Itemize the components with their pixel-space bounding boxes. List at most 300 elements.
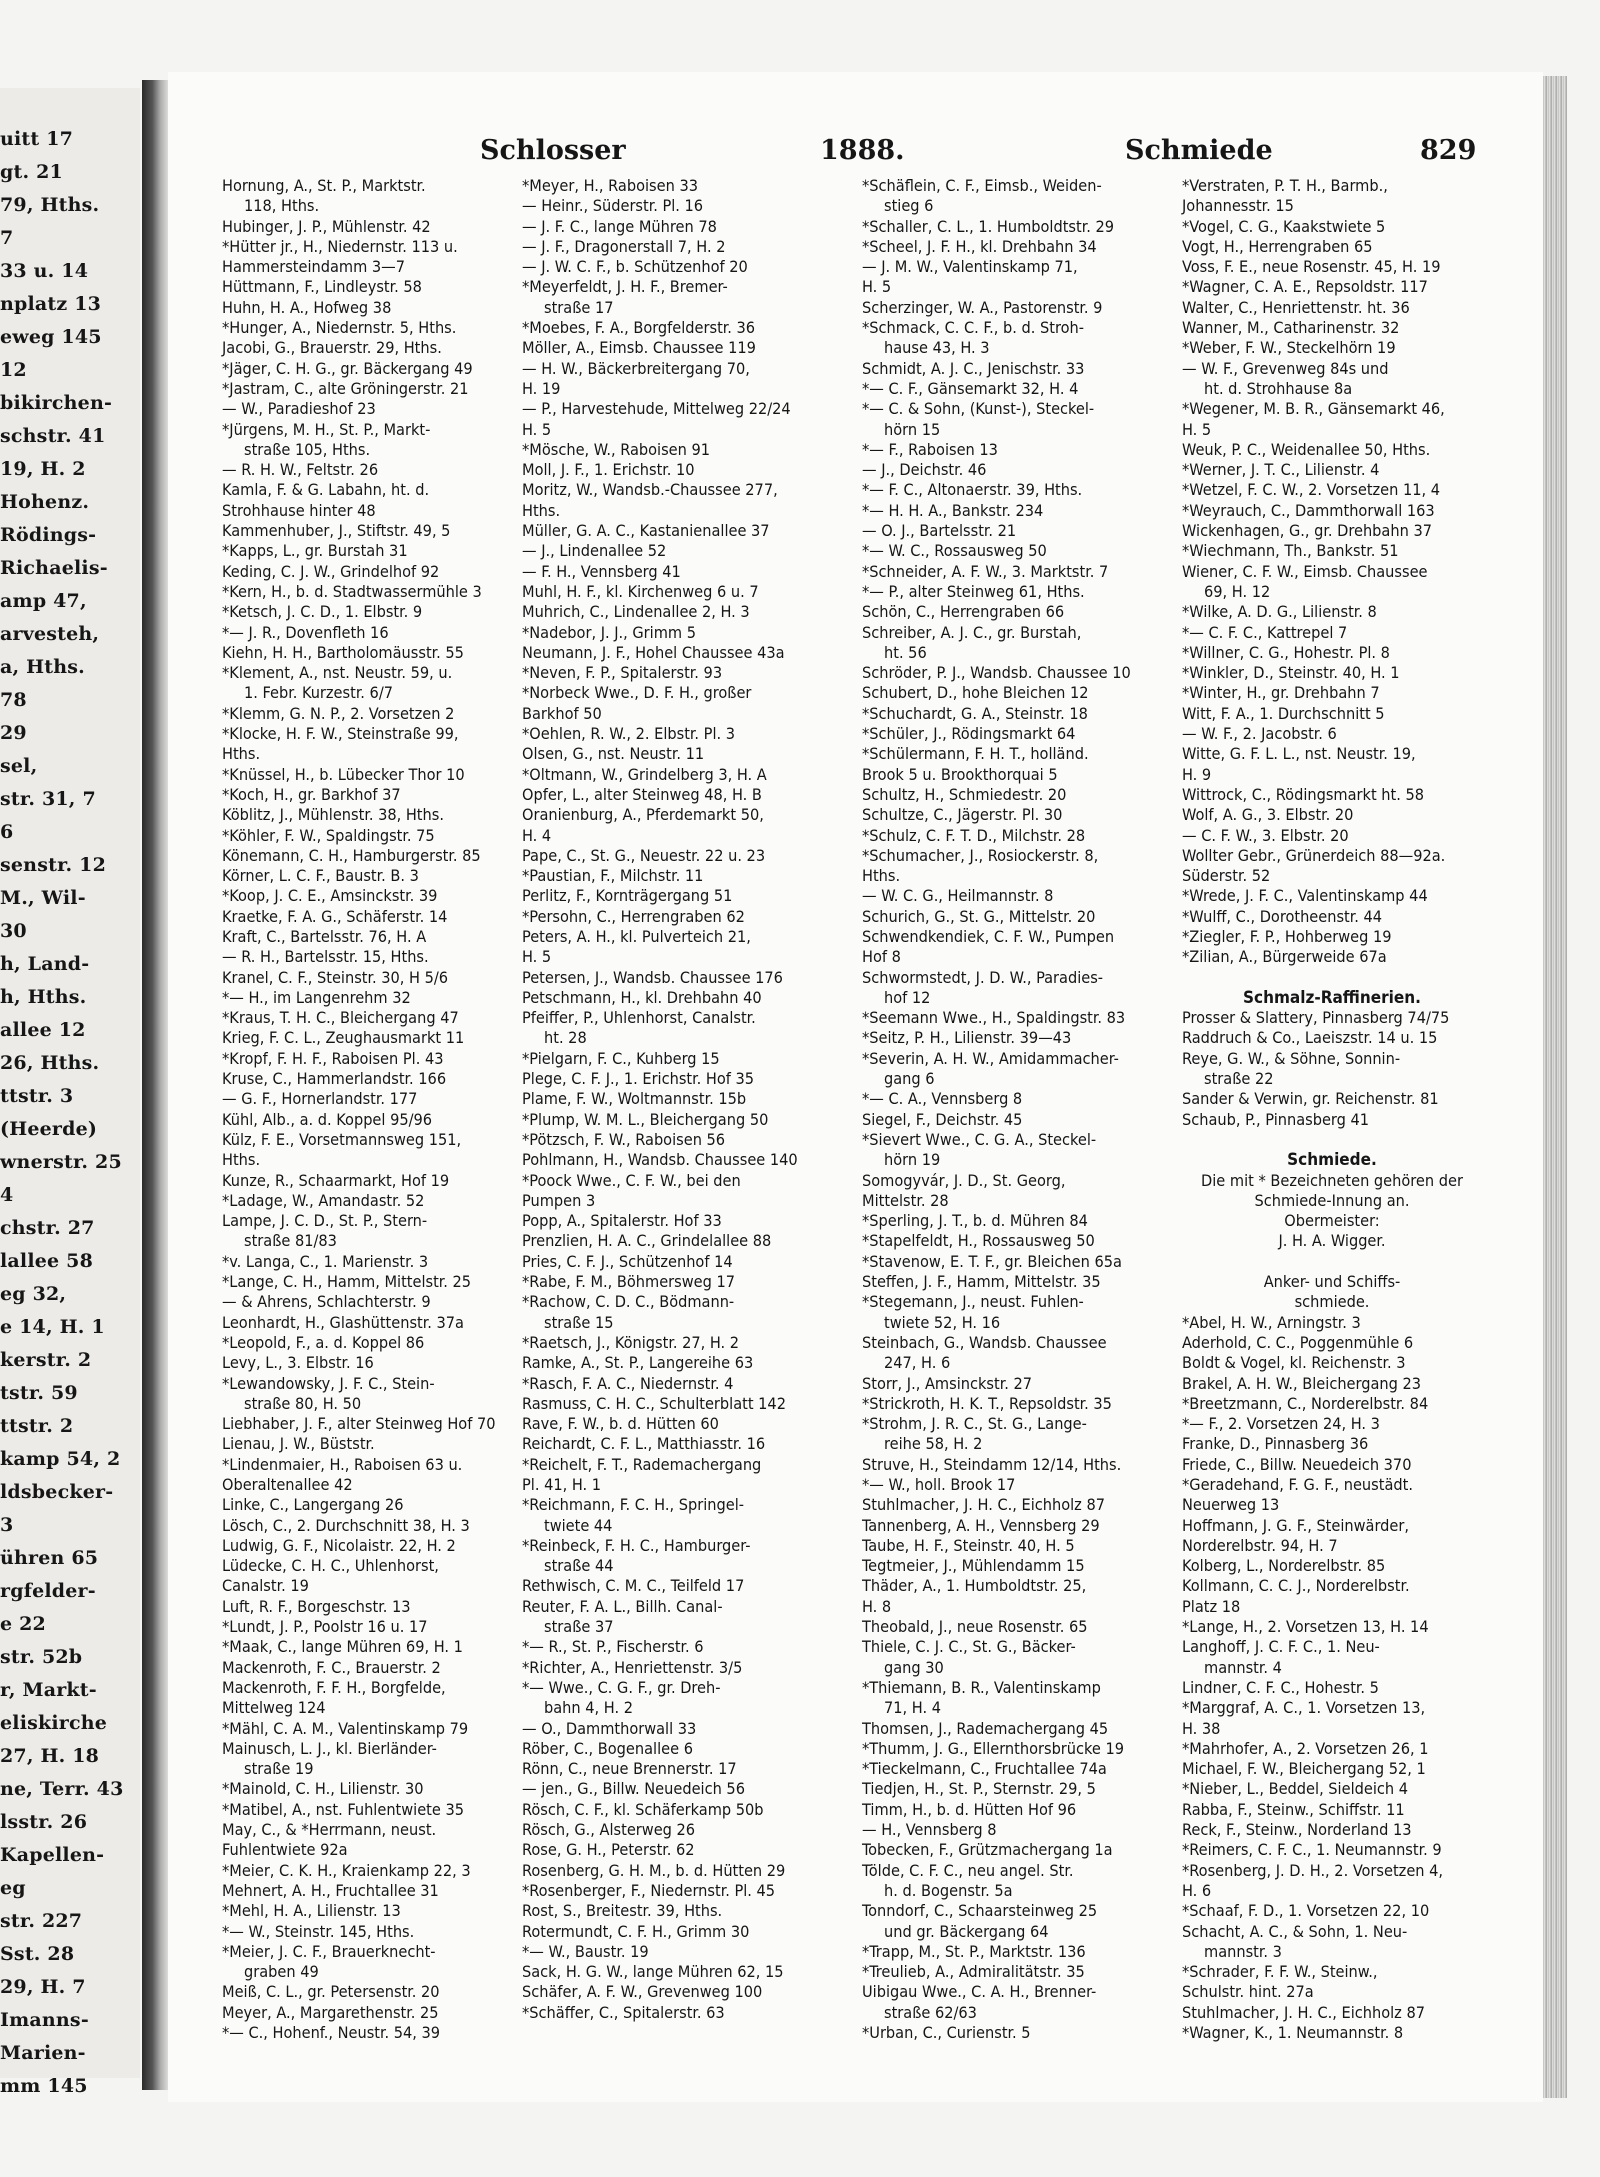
directory-entry: Lienau, J. W., Büststr. xyxy=(222,1434,375,1454)
directory-entry: *— W., Steinstr. 145, Hths. xyxy=(222,1921,415,1941)
directory-entry: — J. M. W., Valentinskamp 71, xyxy=(862,257,1078,277)
directory-entry: Theobald, J., neue Rosenstr. 65 xyxy=(862,1617,1088,1637)
directory-entry: Pfeiffer, P., Uhlenhorst, Canalstr. xyxy=(522,1008,756,1028)
directory-entry: *Schülermann, F. H. T., holländ. xyxy=(862,744,1089,764)
left-page-line: amp 47, xyxy=(0,590,87,612)
directory-entry: Rösch, G., Alsterweg 26 xyxy=(522,1820,696,1840)
left-page-line: h, Hths. xyxy=(0,986,87,1008)
book-gutter xyxy=(142,80,168,2090)
directory-entry: Kamla, F. & G. Labahn, ht. d. xyxy=(222,480,430,500)
directory-entry: Petersen, J., Wandsb. Chaussee 176 xyxy=(522,967,783,987)
directory-entry: Meyer, A., Margarethenstr. 25 xyxy=(222,2002,439,2022)
left-page-line: ttstr. 2 xyxy=(0,1415,74,1437)
directory-entry: Meiß, C. L., gr. Petersenstr. 20 xyxy=(222,1982,440,2002)
directory-entry: Wanner, M., Catharinenstr. 32 xyxy=(1182,318,1400,338)
directory-entry: Mittelstr. 28 xyxy=(862,1190,949,1210)
left-page-line: 19, H. 2 xyxy=(0,458,86,480)
directory-entry: *Rachow, C. D. C., Bödmann- xyxy=(522,1292,735,1312)
directory-entry: *Poock Wwe., C. F. W., bei den xyxy=(522,1170,741,1190)
directory-entry: Hammersteindamm 3—7 xyxy=(222,257,406,277)
directory-entry: *Winter, H., gr. Drehbahn 7 xyxy=(1182,683,1380,703)
directory-entry: *Pötzsch, F. W., Raboisen 56 xyxy=(522,1129,726,1149)
directory-entry: Reck, F., Steinw., Norderland 13 xyxy=(1182,1820,1412,1840)
directory-entry: *Norbeck Wwe., D. F. H., großer xyxy=(522,683,752,703)
directory-entry: Fuhlentwiete 92a xyxy=(222,1840,348,1860)
directory-entry: H. 5 xyxy=(522,419,552,439)
directory-entry: Lindner, C. F. C., Hohestr. 5 xyxy=(1182,1677,1379,1697)
directory-entry: Brook 5 u. Brookthorquai 5 xyxy=(862,764,1058,784)
directory-entry: *Klocke, H. F. W., Steinstraße 99, xyxy=(222,724,459,744)
directory-entry: *Geradehand, F. G. F., neustädt. xyxy=(1182,1475,1413,1494)
directory-entry: *Reinbeck, F. H. C., Hamburger- xyxy=(522,1535,751,1555)
directory-entry: *— C. & Sohn, (Kunst-), Steckel- xyxy=(862,399,1095,419)
page-edge xyxy=(1543,76,1567,2098)
directory-entry: Tölde, C. F. C., neu angel. Str. xyxy=(862,1860,1074,1880)
directory-entry: Scherzinger, W. A., Pastorenstr. 9 xyxy=(862,297,1103,317)
directory-entry: *Pielgarn, F. C., Kuhberg 15 xyxy=(522,1048,720,1068)
directory-entry: *Ketsch, J. C. D., 1. Elbstr. 9 xyxy=(222,602,423,622)
directory-entry: H. 8 xyxy=(862,1596,892,1616)
directory-entry: *Schmack, C. C. F., b. d. Stroh- xyxy=(862,318,1085,338)
directory-entry: 1. Febr. Kurzestr. 6/7 xyxy=(244,683,393,703)
directory-entry: Schultze, C., Jägerstr. Pl. 30 xyxy=(862,805,1063,825)
directory-entry xyxy=(1182,1130,1482,1150)
directory-entry: *Jäger, C. H. G., gr. Bäckergang 49 xyxy=(222,358,473,378)
directory-entry: Moll, J. F., 1. Erichstr. 10 xyxy=(522,460,695,480)
directory-entry: Hubinger, J. P., Mühlenstr. 42 xyxy=(222,216,431,236)
directory-entry: *— J. R., Dovenfleth 16 xyxy=(222,622,389,642)
directory-entry: gang 30 xyxy=(884,1657,944,1677)
directory-entry: *Marggraf, A. C., 1. Vorsetzen 13, xyxy=(1182,1698,1426,1718)
directory-entry: Stuhlmacher, J. H. C., Eichholz 87 xyxy=(862,1495,1105,1515)
directory-entry: Witte, G. F. L. L., nst. Neustr. 19, xyxy=(1182,744,1416,764)
left-page-line: rgfelder- xyxy=(0,1580,96,1602)
directory-entry: Pohlmann, H., Wandsb. Chaussee 140 xyxy=(522,1150,798,1170)
directory-entry: Reye, G. W., & Söhne, Sonnin- xyxy=(1182,1048,1401,1068)
directory-entry: — jen., G., Billw. Neuedeich 56 xyxy=(522,1779,745,1799)
directory-entry: *Lindenmaier, H., Raboisen 63 u. xyxy=(222,1454,463,1474)
directory-entry: Petschmann, H., kl. Drehbahn 40 xyxy=(522,987,762,1007)
directory-entry: Anker- und Schiffs- xyxy=(1263,1272,1401,1292)
directory-entry: *Schumacher, J., Rosiockerstr. 8, xyxy=(862,845,1099,865)
left-page-line: str. 31, 7 xyxy=(0,788,96,810)
directory-entry: Tannenberg, A. H., Vennsberg 29 xyxy=(862,1515,1100,1535)
directory-entry: *Jastram, C., alte Gröningerstr. 21 xyxy=(222,378,469,398)
directory-entry: *Oehlen, R. W., 2. Elbstr. Pl. 3 xyxy=(522,724,736,744)
directory-entry: Norderelbstr. 94, H. 7 xyxy=(1182,1535,1338,1555)
directory-entry: Kraft, C., Bartelsstr. 76, H. A xyxy=(222,926,427,946)
directory-entry: — W. C. G., Heilmannstr. 8 xyxy=(862,886,1054,906)
left-page-line: e 22 xyxy=(0,1613,46,1635)
directory-entry: *Persohn, C., Herrengraben 62 xyxy=(522,906,745,926)
left-page-line: sel, xyxy=(0,755,38,777)
directory-column-1 xyxy=(222,176,522,2043)
directory-entry: *Richter, A., Henriettenstr. 3/5 xyxy=(522,1657,743,1677)
directory-entry: *Stavenow, E. T. F., gr. Bleichen 65a xyxy=(862,1251,1122,1271)
directory-entry: *Kern, H., b. d. Stadtwassermühle 3 xyxy=(222,581,482,601)
directory-entry: Levy, L., 3. Elbstr. 16 xyxy=(222,1353,374,1373)
directory-entry: *Severin, A. H. W., Amidammacher- xyxy=(862,1048,1119,1068)
directory-entry: Hoffmann, J. G. F., Steinwärder, xyxy=(1182,1515,1409,1535)
left-page-line: wnerstr. 25 xyxy=(0,1151,122,1173)
directory-entry: h. d. Bogenstr. 5a xyxy=(884,1880,1013,1900)
left-page-line: Sst. 28 xyxy=(0,1943,75,1965)
directory-entry: twiete 44 xyxy=(544,1515,613,1535)
directory-entry: Lösch, C., 2. Durchschnitt 38, H. 3 xyxy=(222,1515,470,1535)
directory-entry: *Meyer, H., Raboisen 33 xyxy=(522,176,698,195)
directory-entry: *Mösche, W., Raboisen 91 xyxy=(522,439,711,459)
directory-entry: *Seitz, P. H., Lilienstr. 39—43 xyxy=(862,1028,1072,1048)
directory-entry: Neumann, J. F., Hohel Chaussee 43a xyxy=(522,642,785,662)
directory-entry: Prenzlien, H. A. C., Grindelallee 88 xyxy=(522,1231,772,1251)
directory-entry: Wiener, C. F. W., Eimsb. Chaussee xyxy=(1182,561,1428,581)
directory-entry: Rösch, C. F., kl. Schäferkamp 50b xyxy=(522,1799,764,1819)
directory-entry: Körner, L. C. F., Baustr. B. 3 xyxy=(222,866,419,886)
left-page-line: 27, H. 18 xyxy=(0,1745,100,1767)
directory-entry: *Reichmann, F. C. H., Springel- xyxy=(522,1495,744,1515)
directory-entry: Kruse, C., Hammerlandstr. 166 xyxy=(222,1069,447,1089)
directory-entry: *Strohm, J. R. C., St. G., Lange- xyxy=(862,1414,1087,1434)
left-page-line: (Heerde) xyxy=(0,1118,98,1140)
directory-entry: Rose, G. H., Peterstr. 62 xyxy=(522,1840,695,1860)
directory-column-4 xyxy=(1182,176,1482,2043)
directory-entry: Steffen, J. F., Hamm, Mittelstr. 35 xyxy=(862,1272,1101,1292)
directory-entry: hause 43, H. 3 xyxy=(884,338,990,358)
directory-entry: Sack, H. G. W., lange Mühren 62, 15 xyxy=(522,1962,784,1982)
left-page-line: eweg 145 xyxy=(0,326,102,348)
directory-column-2 xyxy=(522,176,822,2023)
directory-entry: *Winkler, D., Steinstr. 40, H. 1 xyxy=(1182,663,1400,683)
directory-entry: Köblitz, J., Mühlenstr. 38, Hths. xyxy=(222,805,444,825)
directory-entry: *Vogel, C. G., Kaakstwiete 5 xyxy=(1182,216,1386,236)
left-page-line: ühren 65 xyxy=(0,1547,99,1569)
directory-entry: Hths. xyxy=(862,866,901,886)
directory-entry: *Rosenberger, F., Niedernstr. Pl. 45 xyxy=(522,1880,776,1900)
directory-entry: Wolf, A. G., 3. Elbstr. 20 xyxy=(1182,805,1354,825)
directory-entry: H. 5 xyxy=(862,277,892,297)
directory-entry: *— F., Raboisen 13 xyxy=(862,439,998,459)
directory-entry: Steinbach, G., Wandsb. Chaussee xyxy=(862,1332,1107,1352)
directory-entry: *Rasch, F. A. C., Niedernstr. 4 xyxy=(522,1373,734,1393)
directory-entry: *Nadebor, J. J., Grimm 5 xyxy=(522,622,696,642)
left-page-line: schstr. 41 xyxy=(0,425,106,447)
left-page-line: 7 xyxy=(0,227,14,249)
directory-entry: *Abel, H. W., Arningstr. 3 xyxy=(1182,1312,1361,1332)
directory-entry: Kammenhuber, J., Stiftstr. 49, 5 xyxy=(222,521,451,541)
left-page-line: 78 xyxy=(0,689,27,711)
left-page-line: 30 xyxy=(0,920,27,942)
directory-entry: Keding, C. J. W., Grindelhof 92 xyxy=(222,561,440,581)
directory-entry: Taube, H. F., Steinstr. 40, H. 5 xyxy=(862,1535,1075,1555)
directory-entry: — J. F. C., lange Mühren 78 xyxy=(522,216,717,236)
directory-entry: *Schaller, C. L., 1. Humboldtstr. 29 xyxy=(862,216,1114,236)
directory-entry: H. 5 xyxy=(522,947,552,967)
directory-entry: Pl. 41, H. 1 xyxy=(522,1475,602,1494)
directory-entry: Schulstr. hint. 27a xyxy=(1182,1982,1314,2002)
left-page-line: lallee 58 xyxy=(0,1250,93,1272)
directory-entry: Canalstr. 19 xyxy=(222,1576,309,1596)
directory-entry: Prosser & Slattery, Pinnasberg 74/75 xyxy=(1182,1008,1450,1028)
directory-entry: *Nieber, L., Beddel, Sieldeich 4 xyxy=(1182,1779,1409,1799)
directory-entry: — F. H., Vennsberg 41 xyxy=(522,561,681,581)
directory-entry: ht. d. Strohhause 8a xyxy=(1204,378,1353,398)
directory-entry: Popp, A., Spitalerstr. Hof 33 xyxy=(522,1211,722,1231)
header-year: 1888. xyxy=(820,135,905,166)
directory-entry: *Reimers, C. F. C., 1. Neumannstr. 9 xyxy=(1182,1840,1442,1860)
directory-entry: Leonhardt, H., Glashüttenstr. 37a xyxy=(222,1312,464,1332)
directory-entry: Süderstr. 52 xyxy=(1182,866,1271,886)
directory-entry: hörn 15 xyxy=(884,419,941,439)
directory-entry: ht. 28 xyxy=(544,1028,587,1048)
directory-entry: Witt, F. A., 1. Durchschnitt 5 xyxy=(1182,703,1385,723)
directory-entry: Peters, A. H., kl. Pulverteich 21, xyxy=(522,926,751,946)
directory-entry: *Weyrauch, C., Dammthorwall 163 xyxy=(1182,500,1435,520)
directory-entry: Rabba, F., Steinw., Schiffstr. 11 xyxy=(1182,1799,1405,1819)
directory-entry: *Raetsch, J., Königstr. 27, H. 2 xyxy=(522,1332,740,1352)
directory-entry: Kühl, Alb., a. d. Koppel 95/96 xyxy=(222,1109,433,1129)
directory-entry: Sander & Verwin, gr. Reichenstr. 81 xyxy=(1182,1089,1439,1109)
directory-entry: *Rabe, F. M., Böhmersweg 17 xyxy=(522,1272,736,1292)
directory-entry: Mittelweg 124 xyxy=(222,1698,326,1718)
directory-entry: — J., Deichstr. 46 xyxy=(862,460,987,480)
directory-entry: Rave, F. W., b. d. Hütten 60 xyxy=(522,1414,719,1434)
directory-entry: *Neven, F. P., Spitalerstr. 93 xyxy=(522,663,723,683)
directory-entry: Die mit * Bezeichneten gehören der xyxy=(1201,1170,1463,1190)
directory-entry: und gr. Bäckergang 64 xyxy=(884,1921,1049,1941)
directory-entry: *Zilian, A., Bürgerweide 67a xyxy=(1182,947,1387,967)
left-page-line: ne, Terr. 43 xyxy=(0,1778,124,1800)
directory-entry: straße 80, H. 50 xyxy=(244,1393,362,1413)
directory-entry: Schwormstedt, J. D. W., Paradies- xyxy=(862,967,1104,987)
left-page-line: Marien- xyxy=(0,2042,86,2064)
directory-entry: Reichardt, C. F. L., Matthiasstr. 16 xyxy=(522,1434,766,1454)
directory-entry: *Wetzel, F. C. W., 2. Vorsetzen 11, 4 xyxy=(1182,480,1441,500)
directory-entry: Uibigau Wwe., C. A. H., Brenner- xyxy=(862,1982,1097,2002)
directory-entry: Kollmann, C. C. J., Norderelbstr. xyxy=(1182,1576,1410,1596)
left-page-line: kamp 54, 2 xyxy=(0,1448,121,1470)
directory-entry: *Lewandowsky, J. F. C., Stein- xyxy=(222,1373,435,1393)
directory-entry: Oberaltenallee 42 xyxy=(222,1475,353,1494)
directory-entry: *Mahrhofer, A., 2. Vorsetzen 26, 1 xyxy=(1182,1738,1429,1758)
directory-entry: Jacobi, G., Brauerstr. 29, Hths. xyxy=(222,338,442,358)
directory-entry: Tegtmeier, J., Mühlendamm 15 xyxy=(862,1556,1085,1576)
left-page-line: arvesteh, xyxy=(0,623,100,645)
left-page-line: 6 xyxy=(0,821,14,843)
directory-entry: H. 9 xyxy=(1182,764,1212,784)
directory-entry: Weuk, P. C., Weidenallee 50, Hths. xyxy=(1182,439,1431,459)
directory-entry: *Paustian, F., Milchstr. 11 xyxy=(522,866,704,886)
directory-entry: Liebhaber, J. F., alter Steinweg Hof 70 xyxy=(222,1414,496,1434)
left-page-fragment xyxy=(0,88,140,2097)
directory-entry: Linke, C., Langergang 26 xyxy=(222,1495,404,1515)
directory-entry: *Matibel, A., nst. Fuhlentwiete 35 xyxy=(222,1799,464,1819)
directory-entry: Lampe, J. C. D., St. P., Stern- xyxy=(222,1211,428,1231)
left-page-line: eliskirche xyxy=(0,1712,108,1734)
directory-entry: — Heinr., Süderstr. Pl. 16 xyxy=(522,196,704,216)
directory-entry: Mehnert, A. H., Fruchtallee 31 xyxy=(222,1880,439,1900)
directory-entry: Hof 8 xyxy=(862,947,901,967)
directory-entry: hof 12 xyxy=(884,987,931,1007)
directory-entry: Pape, C., St. G., Neuestr. 22 u. 23 xyxy=(522,845,766,865)
directory-entry: Aderhold, C. C., Poggenmühle 6 xyxy=(1182,1332,1414,1352)
directory-entry xyxy=(1182,968,1482,988)
directory-entry: *Jürgens, M. H., St. P., Markt- xyxy=(222,419,431,439)
directory-entry: *Scheel, J. F. H., kl. Drehbahn 34 xyxy=(862,236,1097,256)
directory-entry: *Sperling, J. T., b. d. Mühren 84 xyxy=(862,1211,1088,1231)
directory-entry: *Wilke, A. D. G., Lilienstr. 8 xyxy=(1182,602,1377,622)
directory-entry: *Werner, J. T. C., Lilienstr. 4 xyxy=(1182,460,1380,480)
directory-entry: *Hunger, A., Niedernstr. 5, Hths. xyxy=(222,318,457,338)
directory-entry: *Wegener, M. B. R., Gänsemarkt 46, xyxy=(1182,399,1445,419)
directory-entry: Somogyvár, J. D., St. Georg, xyxy=(862,1170,1066,1190)
directory-entry: Schultz, H., Schmiedestr. 20 xyxy=(862,784,1067,804)
directory-entry: straße 44 xyxy=(544,1556,614,1576)
directory-entry: *Urban, C., Curienstr. 5 xyxy=(862,2023,1031,2043)
directory-entry: *— C. A., Vennsberg 8 xyxy=(862,1089,1023,1109)
directory-entry: Schreiber, A. J. C., gr. Burstah, xyxy=(862,622,1082,642)
left-page-line: eg xyxy=(0,1877,26,1899)
directory-entry: *— H., im Langenrehm 32 xyxy=(222,987,411,1007)
directory-entry: Rethwisch, C. M. C., Teilfeld 17 xyxy=(522,1576,745,1596)
directory-entry: Raddruch & Co., Laeiszstr. 14 u. 15 xyxy=(1182,1028,1438,1048)
directory-entry: Schubert, D., hohe Bleichen 12 xyxy=(862,683,1089,703)
directory-entry: Platz 18 xyxy=(1182,1596,1241,1616)
directory-entry: *Wiechmann, Th., Bankstr. 51 xyxy=(1182,541,1399,561)
directory-entry: Muhrich, C., Lindenallee 2, H. 3 xyxy=(522,602,750,622)
directory-entry: *Kraus, T. H. C., Bleichergang 47 xyxy=(222,1008,459,1028)
directory-entry: reihe 58, H. 2 xyxy=(884,1434,983,1454)
directory-entry: Pries, C. F. J., Schützenhof 14 xyxy=(522,1251,733,1271)
directory-entry: Johannesstr. 15 xyxy=(1182,196,1294,216)
directory-entry: *v. Langa, C., 1. Marienstr. 3 xyxy=(222,1251,429,1271)
directory-entry: *Schaaf, F. D., 1. Vorsetzen 22, 10 xyxy=(1182,1901,1430,1921)
directory-entry: Barkhof 50 xyxy=(522,703,602,723)
directory-entry: Schröder, P. J., Wandsb. Chaussee 10 xyxy=(862,663,1131,683)
directory-entry: *Treulieb, A., Admiralitätstr. 35 xyxy=(862,1962,1085,1982)
directory-entry: Ludwig, G. F., Nicolaistr. 22, H. 2 xyxy=(222,1535,456,1555)
directory-entry: H. 38 xyxy=(1182,1718,1221,1738)
directory-entry: Storr, J., Amsinckstr. 27 xyxy=(862,1373,1032,1393)
left-page-line: mm 145 xyxy=(0,2075,88,2097)
directory-entry: hörn 19 xyxy=(884,1150,941,1170)
left-page-line: kerstr. 2 xyxy=(0,1349,92,1371)
left-page-line: 29, H. 7 xyxy=(0,1976,86,1998)
directory-entry: Rosenberg, G. H. M., b. d. Hütten 29 xyxy=(522,1860,786,1880)
directory-entry: Schacht, A. C., & Sohn, 1. Neu- xyxy=(1182,1921,1408,1941)
left-page-line: h, Land- xyxy=(0,953,90,975)
directory-entry: Kranel, C. F., Steinstr. 30, H 5/6 xyxy=(222,967,449,987)
directory-entry: *Willner, C. G., Hohestr. Pl. 8 xyxy=(1182,642,1390,662)
directory-entry: *— C. F. C., Kattrepel 7 xyxy=(1182,622,1348,642)
directory-entry: Moritz, W., Wandsb.-Chaussee 277, xyxy=(522,480,778,500)
left-page-line: 3 xyxy=(0,1514,14,1536)
left-page-line: e 14, H. 1 xyxy=(0,1316,105,1338)
directory-entry: *Thumm, J. G., Ellernthorsbrücke 19 xyxy=(862,1738,1125,1758)
directory-entry: *Weber, F. W., Steckelhörn 19 xyxy=(1182,338,1396,358)
directory-entry: Muhl, H. F., kl. Kirchenweg 6 u. 7 xyxy=(522,581,759,601)
directory-entry: Perlitz, F., Kornträgergang 51 xyxy=(522,886,733,906)
directory-entry: — & Ahrens, Schlachterstr. 9 xyxy=(222,1292,431,1312)
left-page-line: ttstr. 3 xyxy=(0,1085,74,1107)
directory-entry: straße 105, Hths. xyxy=(244,439,371,459)
directory-entry: — J. F., Dragonerstall 7, H. 2 xyxy=(522,236,726,256)
directory-entry: — C. F. W., 3. Elbstr. 20 xyxy=(1182,825,1349,845)
directory-entry: *Trapp, M., St. P., Marktstr. 136 xyxy=(862,1941,1086,1961)
directory-entry: straße 15 xyxy=(544,1312,614,1332)
left-page-line: a, Hths. xyxy=(0,656,85,678)
directory-entry: — J., Lindenallee 52 xyxy=(522,541,667,561)
directory-entry: *— Wwe., C. G. F., gr. Dreh- xyxy=(522,1677,721,1697)
left-page-line: Hohenz. xyxy=(0,491,90,513)
left-page-line: allee 12 xyxy=(0,1019,86,1041)
directory-entry: H. 5 xyxy=(1182,419,1212,439)
directory-entry: Thomsen, J., Rademachergang 45 xyxy=(862,1718,1109,1738)
running-header xyxy=(180,135,1477,175)
left-page-line: r, Markt- xyxy=(0,1679,97,1701)
directory-entry: *Seemann Wwe., H., Spaldingstr. 83 xyxy=(862,1008,1126,1028)
directory-entry: Voss, F. E., neue Rosenstr. 45, H. 19 xyxy=(1182,257,1441,277)
directory-entry: Schaub, P., Pinnasberg 41 xyxy=(1182,1109,1370,1129)
directory-entry: Lüdecke, C. H. C., Uhlenhorst, xyxy=(222,1556,439,1576)
directory-entry: *Moebes, F. A., Borgfelderstr. 36 xyxy=(522,318,756,338)
directory-entry: *Ziegler, F. P., Hohberweg 19 xyxy=(1182,926,1392,946)
directory-entry: *— W. C., Rossausweg 50 xyxy=(862,541,1047,561)
directory-entry: *Ladage, W., Amandastr. 52 xyxy=(222,1190,425,1210)
left-page-line: uitt 17 xyxy=(0,128,74,150)
directory-entry: *Meier, J. C. F., Brauerknecht- xyxy=(222,1941,436,1961)
directory-entry: *Stegemann, J., neust. Fuhlen- xyxy=(862,1292,1084,1312)
directory-entry: straße 81/83 xyxy=(244,1231,337,1251)
left-page-line: tstr. 59 xyxy=(0,1382,78,1404)
directory-entry: *Knüssel, H., b. Lübecker Thor 10 xyxy=(222,764,465,784)
directory-entry: H. 19 xyxy=(522,378,561,398)
directory-entry: gang 6 xyxy=(884,1069,935,1089)
directory-entry: *— R., St. P., Fischerstr. 6 xyxy=(522,1637,704,1657)
directory-entry: mannstr. 4 xyxy=(1204,1657,1282,1677)
directory-entry: *Wrede, J. F. C., Valentinskamp 44 xyxy=(1182,886,1428,906)
directory-entry: *— F. C., Altonaerstr. 39, Hths. xyxy=(862,480,1083,500)
directory-entry: ht. 56 xyxy=(884,642,927,662)
directory-entry: Struve, H., Steindamm 12/14, Hths. xyxy=(862,1454,1122,1474)
directory-entry: Schmidt, A. J. C., Jenischstr. 33 xyxy=(862,358,1085,378)
left-page-line: nplatz 13 xyxy=(0,293,102,315)
directory-entry: bahn 4, H. 2 xyxy=(544,1698,633,1718)
left-page-line: bikirchen- xyxy=(0,392,113,414)
directory-entry: 247, H. 6 xyxy=(884,1353,951,1373)
directory-entry: *— C., Hohenf., Neustr. 54, 39 xyxy=(222,2023,441,2043)
directory-entry: Langhoff, J. C. F. C., 1. Neu- xyxy=(1182,1637,1380,1657)
directory-entry: *— F., 2. Vorsetzen 24, H. 3 xyxy=(1182,1414,1380,1434)
directory-entry: Mackenroth, F. F. H., Borgfelde, xyxy=(222,1677,446,1697)
directory-entry: Strohhause hinter 48 xyxy=(222,500,376,520)
directory-entry: *— W., Baustr. 19 xyxy=(522,1941,649,1961)
directory-entry: Külz, F. E., Vorsetmannsweg 151, xyxy=(222,1129,462,1149)
left-page-line: 33 u. 14 xyxy=(0,260,89,282)
directory-entry: — H. W., Bäckerbreitergang 70, xyxy=(522,358,750,378)
directory-entry: *Kropf, F. H. F., Raboisen Pl. 43 xyxy=(222,1048,444,1068)
directory-entry: Wollter Gebr., Grünerdeich 88—92a. xyxy=(1182,845,1446,865)
left-page-line: 79, Hths. xyxy=(0,194,100,216)
directory-entry: stieg 6 xyxy=(884,196,934,216)
directory-entry: *Schrader, F. F. W., Steinw., xyxy=(1182,1962,1378,1982)
directory-entry: *Lange, C. H., Hamm, Mittelstr. 25 xyxy=(222,1272,472,1292)
directory-entry: *Rosenberg, J. D. H., 2. Vorsetzen 4, xyxy=(1182,1860,1444,1880)
directory-entry: Neuerweg 13 xyxy=(1182,1495,1280,1515)
left-page-line: Rödings- xyxy=(0,524,97,546)
directory-entry: Oranienburg, A., Pferdemarkt 50, xyxy=(522,805,764,825)
directory-entry: Hüttmann, F., Lindleystr. 58 xyxy=(222,277,422,297)
directory-entry: *Schüler, J., Rödingsmarkt 64 xyxy=(862,724,1076,744)
